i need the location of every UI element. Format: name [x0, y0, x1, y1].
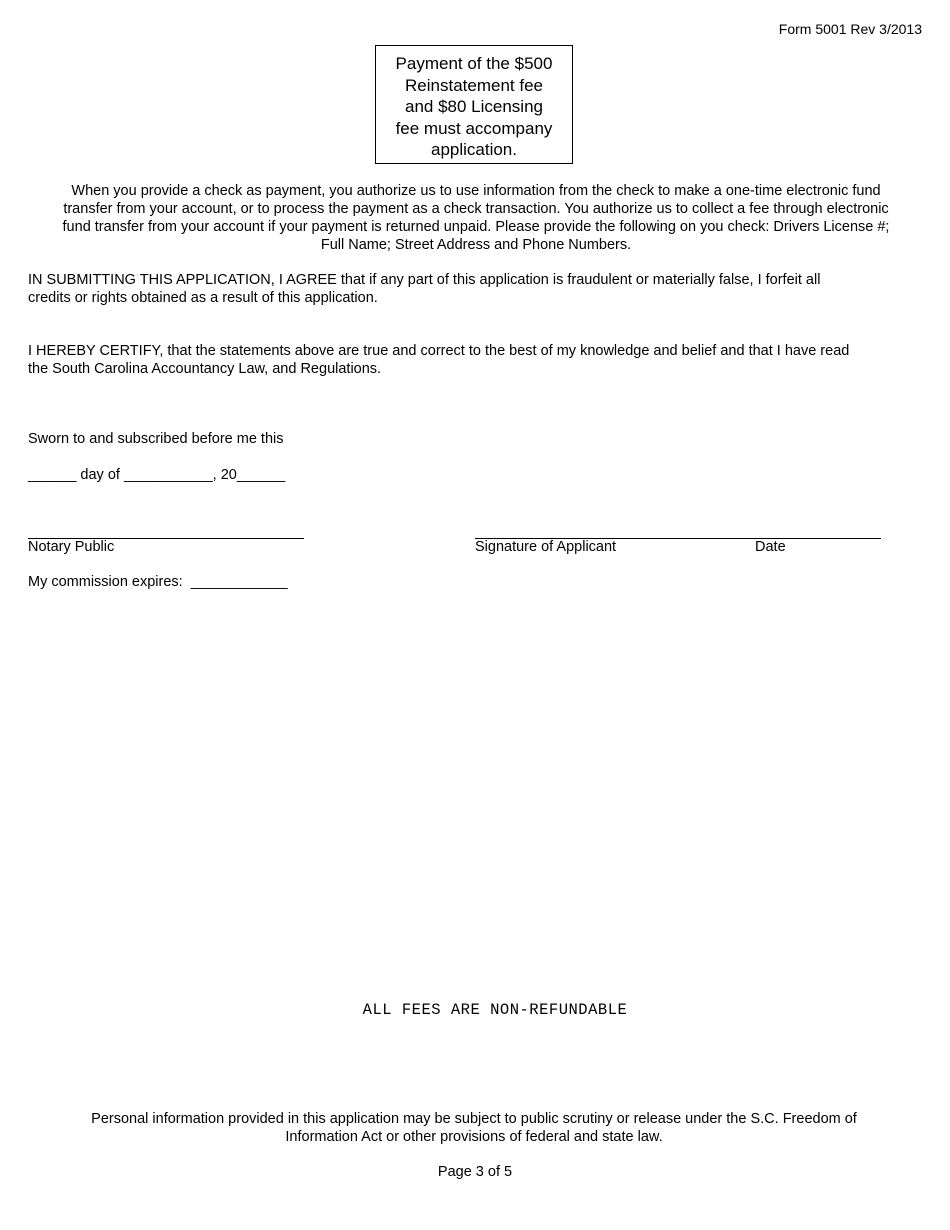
paragraph-line: When you provide a check as payment, you authorize us to use information from the check to make a one-time electronic fund [71, 183, 881, 199]
paragraph-line: I HEREBY CERTIFY, that the statements above are true and correct to the best of my knowledge and belief and that I have read [28, 343, 850, 359]
month-blank-field[interactable]: ___________ [123, 467, 213, 483]
sworn-statement: Sworn to and subscribed before me this [28, 431, 284, 447]
year-prefix-label: , 20 [212, 467, 237, 483]
paragraph-line: credits or rights obtained as a result of this application. [28, 290, 378, 306]
day-blank-field[interactable]: ______ [28, 467, 77, 483]
certification-paragraph [28, 342, 924, 378]
check-authorization-paragraph [28, 182, 924, 254]
year-blank-field[interactable]: ______ [236, 467, 286, 483]
commission-expires-field[interactable]: ____________ [190, 574, 288, 590]
applicant-signature-label: Signature of Applicant [475, 539, 617, 555]
paragraph-line: fund transfer from your account if your payment is returned unpaid. Please provide the following on you check: Drivers License #; [62, 219, 890, 235]
non-refundable-notice: ALL FEES ARE NON-REFUNDABLE [362, 1001, 628, 1019]
paragraph-line: the South Carolina Accountancy Law, and Regulations. [28, 361, 382, 377]
form-revision-id: Form 5001 Rev 3/2013 [778, 21, 922, 37]
fee-notice-line: application. [430, 140, 517, 159]
day-of-label: day of [76, 467, 124, 483]
fee-notice-line: and $80 Licensing [404, 97, 543, 116]
fee-notice-box [375, 45, 573, 164]
notary-date-line [28, 467, 285, 483]
paragraph-line: Full Name; Street Address and Phone Numbers. [320, 237, 632, 253]
notary-public-label: Notary Public [28, 539, 115, 555]
privacy-notice-line: Personal information provided in this application may be subject to public scrutiny or release under the S.C. Freedom of [91, 1111, 857, 1127]
fee-notice-line: Payment of the $500 [395, 54, 553, 73]
date-label: Date [755, 539, 786, 555]
paragraph-line: transfer from your account, or to process the payment as a check transaction. You authorize us to collect a fee through electronic [63, 201, 889, 217]
agreement-paragraph [28, 271, 924, 307]
commission-expires-line [28, 574, 288, 590]
privacy-notice-line: Information Act or other provisions of federal and state law. [285, 1129, 663, 1145]
privacy-notice [28, 1110, 920, 1146]
commission-expires-label: My commission expires: [28, 574, 191, 590]
paragraph-line: IN SUBMITTING THIS APPLICATION, I AGREE that if any part of this application is fraudulent or materially false, I forfeit all [28, 272, 821, 288]
page-number: Page 3 of 5 [437, 1164, 513, 1180]
fee-notice-line: fee must accompany [395, 118, 553, 138]
fee-notice-line: Reinstatement fee [405, 75, 543, 95]
